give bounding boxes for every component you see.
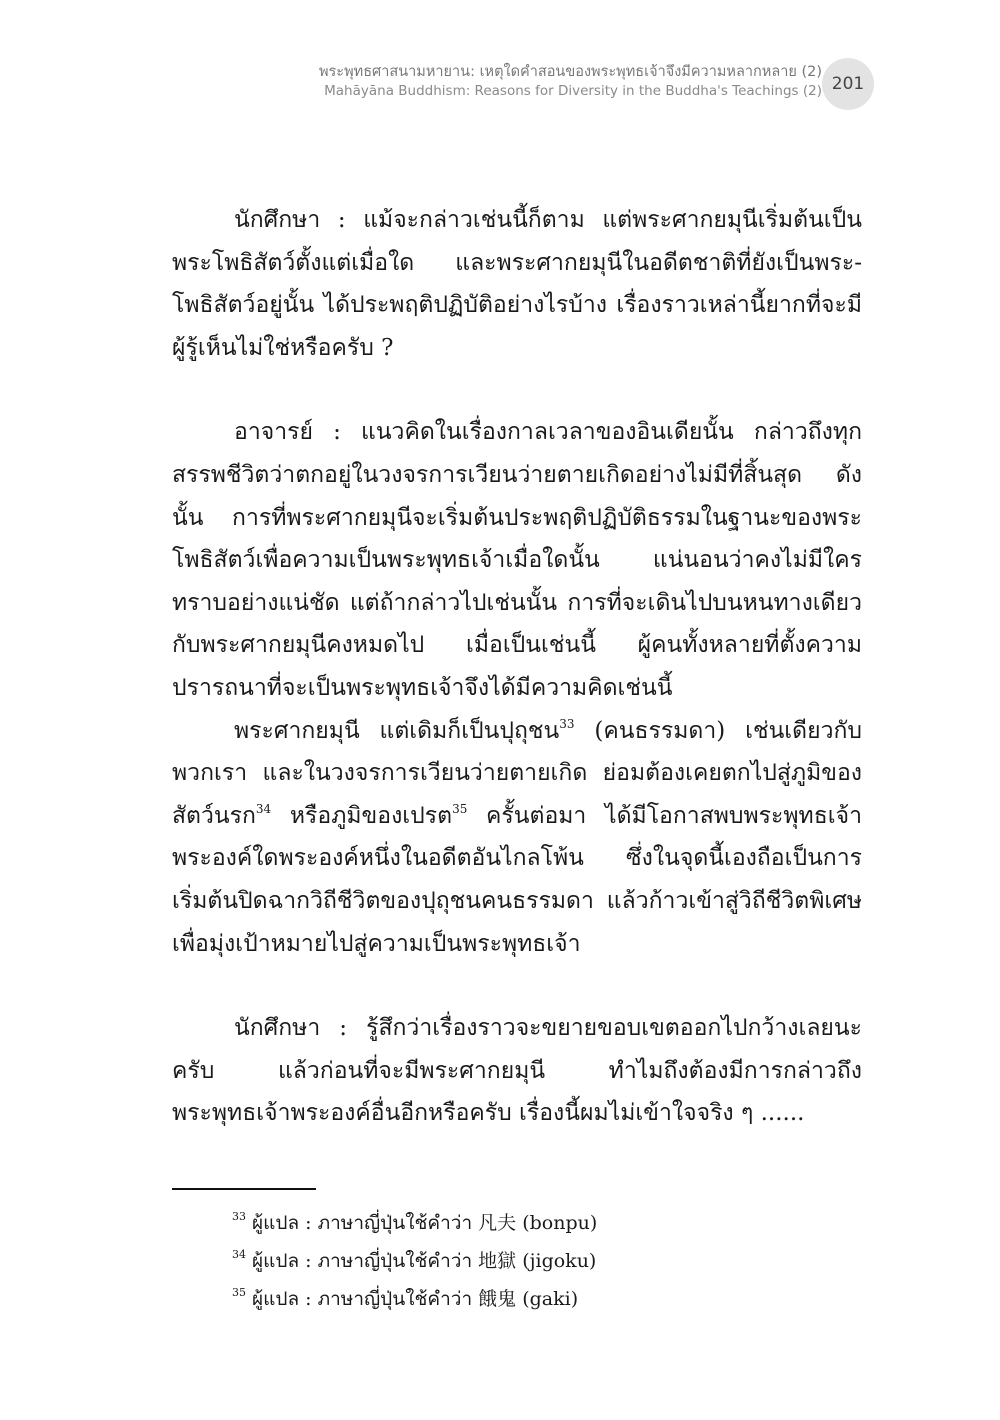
- footnote-text: ผู้แปล : ภาษาญี่ปุ่นใช้คำว่า 地獄 (jigoku): [246, 1250, 597, 1272]
- footnote-ref-33: 33: [559, 716, 575, 731]
- page-number-badge: [822, 58, 874, 110]
- text-segment: หรือภูมิของเปรต: [271, 802, 453, 829]
- footnote-number: 34: [232, 1248, 246, 1261]
- footnote-ref-35: 35: [452, 801, 468, 816]
- footnote-34: [232, 1246, 832, 1284]
- paragraph-shakyamuni-origin: [172, 710, 862, 966]
- header-title-thai: พระพุทธศาสนามหายาน: เหตุใดคำสอนของพระพุทธเจ้าจึงมีความหลากหลาย (2): [318, 64, 822, 80]
- text-segment: (คนธรรมดา) เช่นเดียวกับพวกเรา และในวงจรการเวียนว่ายตายเกิด ย่อมต้องเคยตกไปสู่ภูมิของสัตว์นรก: [172, 717, 863, 829]
- text-segment: ครั้นต่อมา ได้มีโอกาสพบพระพุทธเจ้าพระองค์ใดพระองค์หนึ่งในอดีตอันไกลโพ้น ซึ่งในจุดนี้เองถือเป็นการเริ่มต้นปิดฉากวิถีชีวิตของปุถุชนคนธรรมดา แล้วก้าวเข้าสู่วิถีชีวิตพิเศษเพื่อมุ่งเป้าหมายไปสู่ความเป็นพระพุทธเจ้า: [172, 802, 862, 957]
- footnote-number: 35: [232, 1286, 246, 1299]
- paragraph-student-question-2: นักศึกษา : รู้สึกว่าเรื่องราวจะขยายขอบเขตออกไปกว้างเลยนะครับ แล้วก่อนที่จะมีพระศากยมุนี ทำไมถึงต้องมีการกล่าวถึงพระพุทธเจ้าพระองค์อื่นอีกหรือครับ เรื่องนี้ผมไม่เข้าใจจริง ๆ ......: [172, 1015, 862, 1127]
- running-header: [182, 62, 822, 100]
- footnote-text: ผู้แปล : ภาษาญี่ปุ่นใช้คำว่า 凡夫 (bonpu): [246, 1212, 598, 1234]
- footnotes: [232, 1208, 832, 1322]
- text-segment: พระศากยมุนี แต่เดิมก็เป็นปุถุชน: [234, 717, 560, 744]
- header-title-english: Mahāyāna Buddhism: Reasons for Diversity in the Buddha's Teachings (2): [324, 83, 822, 99]
- main-text: [172, 199, 862, 1135]
- footnote-ref-34: 34: [255, 801, 272, 816]
- footnote-35: [232, 1284, 832, 1322]
- footnote-divider: [172, 1188, 316, 1190]
- page-number: 201: [831, 74, 865, 94]
- footnote-number: 33: [232, 1210, 246, 1223]
- paragraph-student-question-1: นักศึกษา : แม้จะกล่าวเช่นนี้ก็ตาม แต่พระศากยมุนีเริ่มต้นเป็นพระโพธิสัตว์ตั้งแต่เมื่อใด และพระศากยมุนีในอดีตชาติที่ยังเป็นพระ-โพธิสัตว์อยู่นั้น ได้ประพฤติปฏิบัติอย่างไรบ้าง เรื่องราวเหล่านี้ยากที่จะมีผู้รู้เห็นไม่ใช่หรือครับ ?: [172, 207, 862, 361]
- footnote-33: [232, 1208, 832, 1246]
- footnote-text: ผู้แปล : ภาษาญี่ปุ่นใช้คำว่า 餓鬼 (gaki): [246, 1288, 579, 1310]
- paragraph-teacher-answer: อาจารย์ : แนวคิดในเรื่องกาลเวลาของอินเดียนั้น กล่าวถึงทุกสรรพชีวิตว่าตกอยู่ในวงจรการเวียนว่ายตายเกิดอย่างไม่มีที่สิ้นสุด ดังนั้น การที่พระศากยมุนีจะเริ่มต้นประพฤติปฏิบัติธรรมในฐานะของพระโพธิสัตว์เพื่อความเป็นพระพุทธเจ้าเมื่อใดนั้น แน่นอนว่าคงไม่มีใครทราบอย่างแน่ชัด แต่ถ้ากล่าวไปเช่นนั้น การที่จะเดินไปบนหนทางเดียวกับพระศากยมุนีคงหมดไป เมื่อเป็นเช่นนี้ ผู้คนทั้งหลายที่ตั้งความปรารถนาที่จะเป็นพระพุทธเจ้าจึงได้มีความคิดเช่นนี้: [172, 419, 862, 701]
